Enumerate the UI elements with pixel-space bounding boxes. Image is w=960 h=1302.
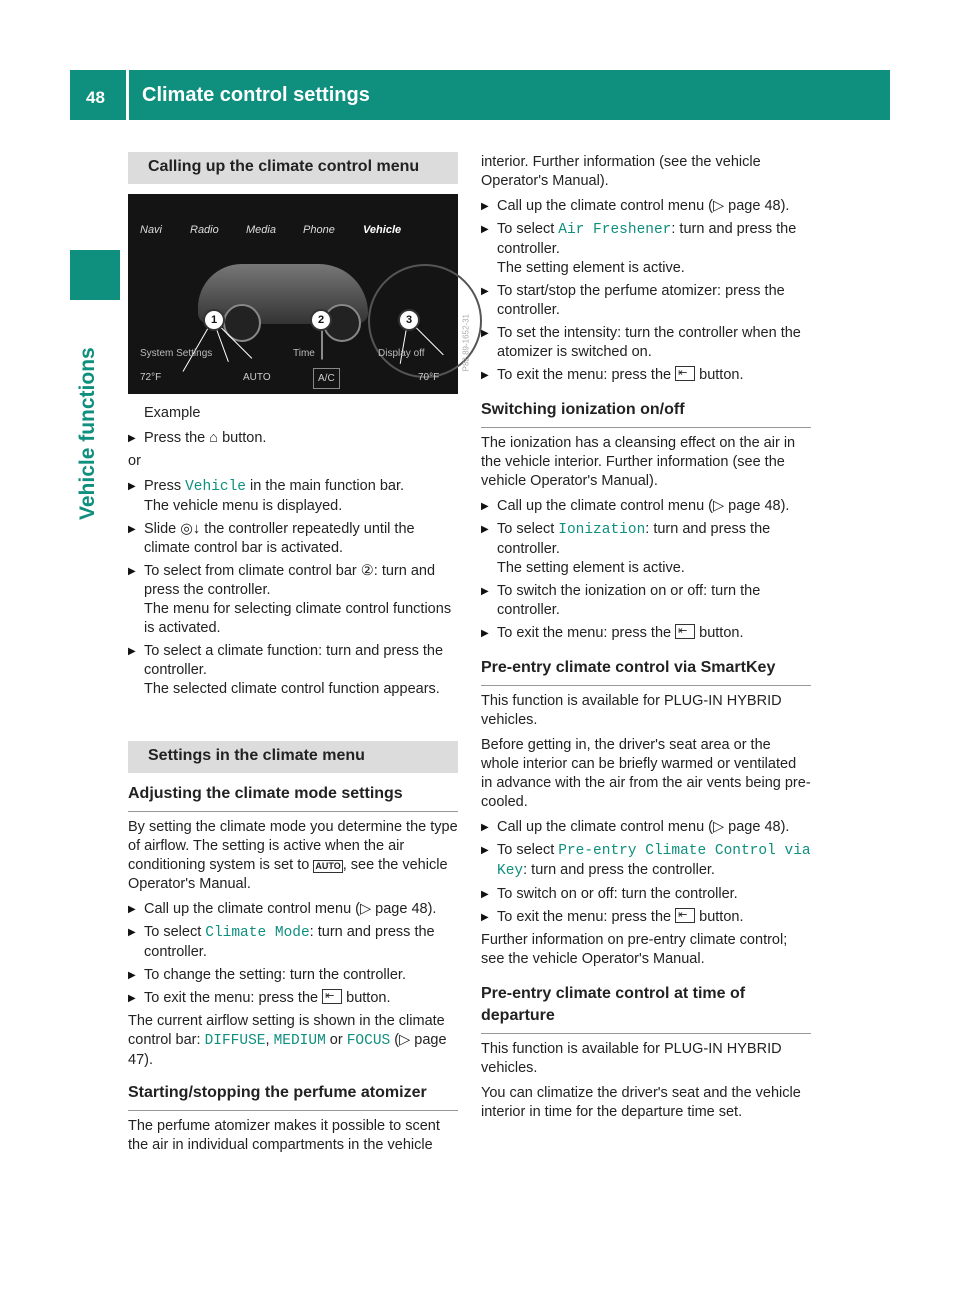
instruction-step: ▶ Press Vehicle in the main function bar. The vehicle menu is displayed. — [128, 477, 458, 516]
screen-illustration — [128, 194, 470, 394]
paragraph: The current airflow setting is shown in the climate control bar: DIFFUSE, MEDIUM or FOCUS (▷ page 47). — [128, 1013, 447, 1068]
instruction-step: ▶ To select Air Freshener: turn and press the controller. The setting element is active. — [481, 220, 811, 278]
figure-code: P82.89-1652-31 — [461, 314, 470, 372]
paragraph: Before getting in, the driver's seat area or the whole interior can be briefly warmed or ventilated in advance with the air from the air vents being pre-cooled. — [481, 737, 811, 810]
instruction-step: ▶ Slide ◎↓ the controller repeatedly until the climate control bar is activated. — [128, 520, 458, 558]
instruction-step: ▶ Call up the climate control menu (▷ page 48). — [481, 497, 811, 516]
page-number: 48 — [86, 88, 105, 107]
header-divider — [126, 70, 129, 120]
instruction-step: ▶ To select Ionization: turn and press the controller. The setting element is active. — [481, 520, 811, 578]
right-column — [481, 153, 811, 1128]
section-heading: Settings in the climate menu — [128, 741, 458, 773]
instruction-step: ▶ Call up the climate control menu (▷ page 48). — [481, 818, 811, 837]
instruction-step: ▶ To switch the ionization on or off: turn the controller. — [481, 582, 811, 620]
instruction-step: ▶ Press the ⌂ button. — [128, 429, 458, 448]
paragraph: This function is available for PLUG-IN HYBRID vehicles. — [481, 693, 782, 728]
vehicle-icon: ⌂ — [209, 430, 219, 446]
paragraph: Further information on pre-entry climate control; see the vehicle Operator's Manual. — [481, 932, 788, 967]
screen-menu-bar: Navi Radio Media Phone Vehicle — [140, 224, 402, 236]
instruction-step: ▶ To set the intensity: turn the controller when the atomizer is switched on. — [481, 324, 811, 362]
subsection-heading: Switching ionization on/off — [481, 399, 811, 428]
subsection-heading: Pre-entry climate control via SmartKey — [481, 657, 811, 686]
back-icon — [675, 908, 695, 923]
instruction-step: ▶ To select from climate control bar ②: turn and press the controller. The menu for selecting climate control functions is activated. — [128, 562, 458, 638]
instruction-step: ▶ To exit the menu: press the ⇤ button. — [481, 624, 811, 643]
instruction-step: ▶ To switch on or off: turn the controller. — [481, 885, 811, 904]
screen-bottom-bar: System Settings Time Display off — [140, 348, 425, 359]
figure-caption: Example — [144, 405, 201, 421]
paragraph: The perfume atomizer makes it possible to scent the air in individual compartments in the vehicle — [128, 1118, 440, 1153]
instruction-step: ▶ To change the setting: turn the controller. — [128, 966, 458, 985]
section-heading: Calling up the climate control menu — [128, 152, 458, 184]
subsection-heading: Pre-entry climate control at time of departure — [481, 983, 811, 1034]
callout-1: 1 — [203, 309, 225, 331]
page-title: Climate control settings — [142, 84, 370, 106]
callout-3: 3 — [398, 309, 420, 331]
instruction-step: ▶ To select a climate function: turn and press the controller. The selected climate control function appears. — [128, 642, 458, 699]
screen-climate-bar: 72°F AUTO A/C 70°F — [128, 364, 458, 384]
back-icon — [322, 989, 342, 1004]
controller-icon: ◎↓ — [180, 521, 201, 537]
auto-icon: AUTO — [315, 861, 341, 871]
back-icon — [675, 366, 695, 381]
instruction-step: ▶ To select Climate Mode: turn and press the controller. — [128, 923, 458, 962]
instruction-step: ▶ To exit the menu: press the ⇤ button. — [128, 989, 458, 1008]
sidebar-section-label: Vehicle functions — [76, 347, 99, 520]
left-column: Calling up the climate control menu Navi Radio Media Phone Vehicle 1 2 3 System Settings Time Display off 72°F AUTO A/C 70°F P82.89-1652-31 Example ▶ Press the ⌂ button. or ▶ Press Vehicle in the main function bar. The vehicle menu is displayed. ▶ Slide ◎↓ the controller repeatedly until the climate control bar is activated. ▶ To select from climate control bar ②: turn and press the controller. The menu for selecting climate control functions is activated. ▶ To select a climate function: turn and press the controller. The selected climate control function appears. Settings in the climate menu Adjusting the climate mode settings By setting the climate mode you determine the type of airflow. The setting is active when the air conditioning system is set to AUTO , see the vehicle Operator's Manual. ▶ Call up the climate control menu (▷ page 48). ▶ To select Climate Mode: turn and press the controller. ▶ To change the setting: turn the controller. ▶ To exit the menu: press the ⇤ button. The current airflow setting is shown in the climate control bar: DIFFUSE, MEDIUM or FOCUS (▷ page 47). Starting/stopping the perfume atomizer The perfume atomizer makes it possible to scent the air in individual compartments in the vehicle — [128, 152, 458, 1161]
back-icon — [675, 624, 695, 639]
instruction-step: ▶ To exit the menu: press the ⇤ button. — [481, 908, 811, 927]
instruction-step: ▶ To start/stop the perfume atomizer: press the controller. — [481, 282, 811, 320]
paragraph: The ionization has a cleansing effect on the air in the vehicle interior. Further information (see the vehicle Operator's Manual). — [481, 435, 796, 489]
instruction-step: ▶ To exit the menu: press the ⇤ button. — [481, 366, 811, 385]
paragraph: This function is available for PLUG-IN HYBRID vehicles. — [481, 1041, 782, 1076]
instruction-step: ▶ Call up the climate control menu (▷ page 48). — [128, 900, 458, 919]
paragraph: You can climatize the driver's seat and the vehicle interior in time for the departure time set. — [481, 1085, 801, 1120]
subsection-heading: Starting/stopping the perfume atomizer — [128, 1082, 458, 1111]
callout-2: 2 — [310, 309, 332, 331]
instruction-step: ▶ Call up the climate control menu (▷ page 48). — [481, 197, 811, 216]
subsection-heading: Adjusting the climate mode settings — [128, 783, 458, 812]
instruction-step: ▶ To select Pre-entry Climate Control via Key: turn and press the controller. — [481, 841, 811, 881]
paragraph: By setting the climate mode you determine the type of airflow. The setting is active when the air conditioning system is set to AUTO , see the vehicle Operator's Manual. — [128, 819, 458, 892]
paragraph: interior. Further information (see the vehicle Operator's Manual). — [481, 154, 761, 189]
sidebar-marker — [70, 250, 120, 300]
